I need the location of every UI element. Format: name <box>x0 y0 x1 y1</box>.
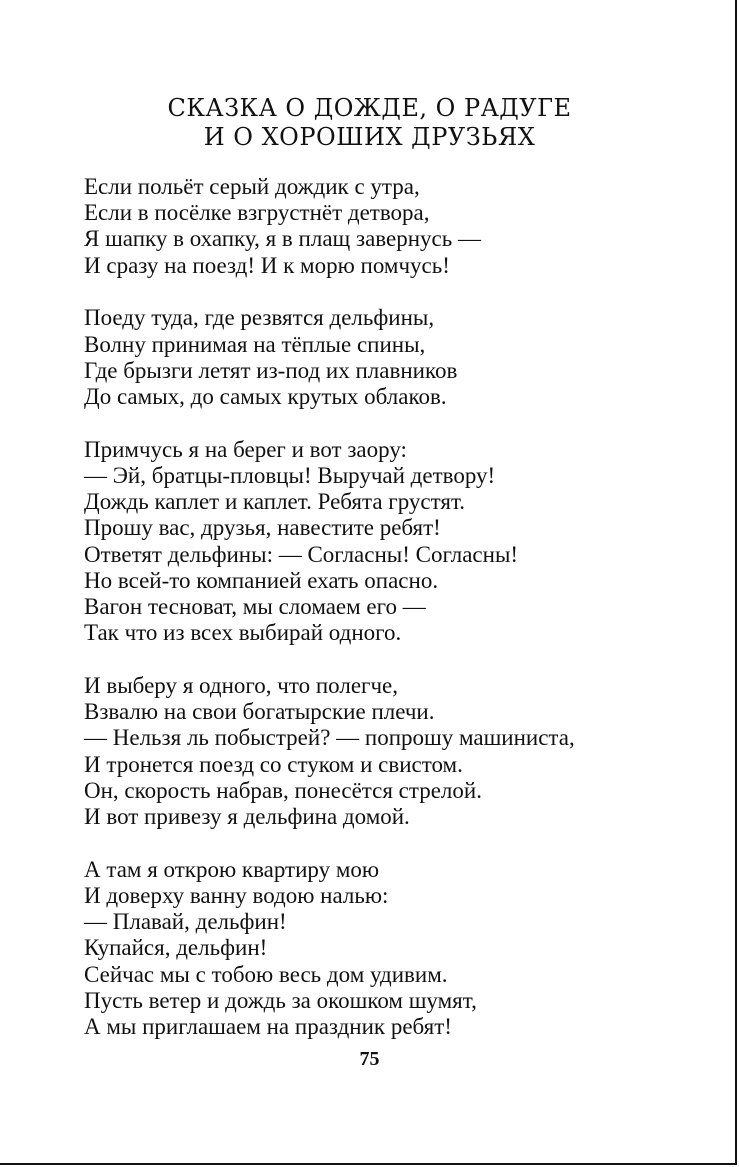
poem-line: Если в посёлке взгрустнёт детвора, <box>84 200 430 226</box>
poem-line: Пусть ветер и дождь за окошком шумят, <box>84 987 477 1013</box>
stanza <box>84 305 704 410</box>
poem-line: Где брызги летят из-под их плавников <box>84 357 458 383</box>
poem-line: И вот привезу я дельфина домой. <box>84 804 410 830</box>
poem-line: Но всей-то компанией ехать опасно. <box>84 567 439 593</box>
poem-line: Вагон тесноват, мы сломаем его — <box>84 594 426 620</box>
poem-line: Поеду туда, где резвятся дельфины, <box>84 305 435 331</box>
poem-line: И тронется поезд со стуком и свистом. <box>84 751 463 777</box>
poem-line: Купайся, дельфин! <box>84 935 268 961</box>
poem-line: Волну принимая на тёплые спины, <box>84 331 426 357</box>
poem-line: И сразу на поезд! И к морю помчусь! <box>84 252 450 278</box>
poem-line: До самых, до самых крутых облаков. <box>84 384 447 410</box>
poem-line: Я шапку в охапку, я в плащ завернусь — <box>84 226 481 252</box>
poem-title-line-1: СКАЗКА О ДОЖДЕ, О РАДУГЕ <box>167 94 572 122</box>
poem-line: И доверху ванну водою налью: <box>84 883 389 909</box>
poem-line: — Нельзя ль побыстрей? — попрошу машиниста, <box>84 725 575 751</box>
poem-line: Так что из всех выбирай одного. <box>84 620 402 646</box>
poem-title-line-2: И О ХОРОШИХ ДРУЗЬЯХ <box>203 123 536 151</box>
poem-line: Дождь каплет и каплет. Ребята грустят. <box>84 489 466 515</box>
stanza <box>84 857 704 1040</box>
page-number: 75 <box>359 1048 380 1070</box>
poem-line: Он, скорость набрав, понесётся стрелой. <box>84 777 482 803</box>
poem-line: Если польёт серый дождик с утра, <box>84 174 420 199</box>
poem-line: — Эй, братцы-пловцы! Выручай детвору! <box>84 463 496 489</box>
poem-line: А мы приглашаем на праздник ребят! <box>84 1014 452 1040</box>
poem-line: — Плавай, дельфин! <box>84 909 287 935</box>
stanza <box>84 673 704 830</box>
stanza <box>84 174 704 279</box>
poem-line: Ответят дельфины: — Согласны! Согласны! <box>84 541 519 567</box>
poem-line: Прошу вас, друзья, навестите ребят! <box>84 515 441 541</box>
poem-body <box>84 174 704 1040</box>
poem-line: Примчусь я на берег и вот заору: <box>84 436 407 462</box>
poem-line: Сейчас мы с тобою весь дом удивим. <box>84 961 448 987</box>
poem-line: А там я открою квартиру мою <box>84 856 380 882</box>
poem-line: И выберу я одного, что полегче, <box>84 673 398 699</box>
stanza <box>84 437 704 647</box>
poem-line: Взвалю на свои богатырские плечи. <box>84 699 435 725</box>
